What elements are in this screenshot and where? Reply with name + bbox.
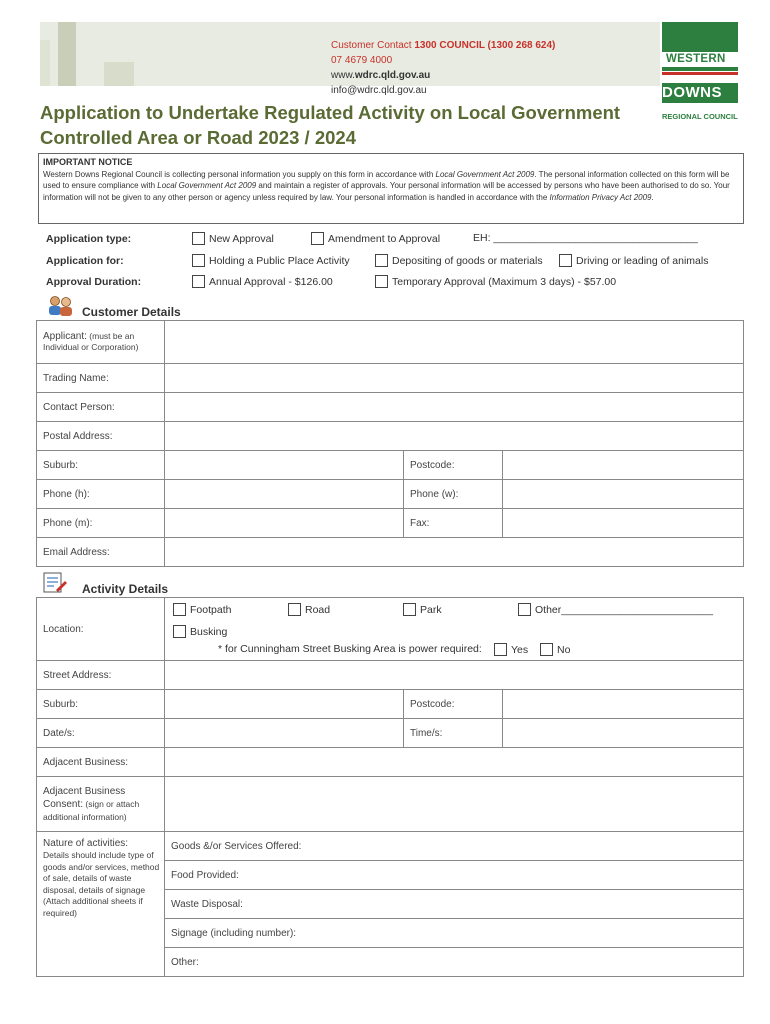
option-new-approval[interactable] bbox=[192, 232, 274, 245]
option-road[interactable] bbox=[288, 603, 330, 616]
applicant-input[interactable] bbox=[165, 321, 744, 364]
goods-services-input[interactable] bbox=[165, 832, 744, 861]
email-label: Email Address: bbox=[37, 538, 165, 567]
option-label: New Approval bbox=[209, 232, 274, 245]
field-label: Other: bbox=[171, 956, 199, 968]
checkbox[interactable] bbox=[192, 254, 205, 267]
adjacent-consent-label bbox=[37, 777, 165, 832]
checkbox[interactable] bbox=[173, 603, 186, 616]
times-input[interactable] bbox=[503, 719, 744, 748]
field-label: Waste Disposal: bbox=[171, 898, 243, 910]
table-row bbox=[37, 832, 744, 861]
waste-disposal-input[interactable] bbox=[165, 890, 744, 919]
option-footpath[interactable] bbox=[173, 603, 231, 616]
phone-h-input[interactable] bbox=[165, 480, 404, 509]
field-note: (must be an Individual or Corporation) bbox=[43, 331, 139, 352]
adjacent-business-input[interactable] bbox=[165, 748, 744, 777]
contact-person-input[interactable] bbox=[165, 393, 744, 422]
suburb-input[interactable] bbox=[165, 451, 404, 480]
option-label: No bbox=[557, 643, 571, 656]
activity-postcode-label: Postcode: bbox=[404, 690, 503, 719]
street-address-input[interactable] bbox=[165, 661, 744, 690]
option-label: Footpath bbox=[190, 603, 232, 616]
contact-phone: 07 4679 4000 bbox=[331, 55, 393, 66]
dates-label: Date/s: bbox=[37, 719, 165, 748]
table-row bbox=[37, 661, 744, 690]
notice-act: Local Government Act 2009 bbox=[435, 169, 535, 179]
checkbox[interactable] bbox=[375, 254, 388, 267]
notice-act: Local Government Act 2009 bbox=[157, 181, 257, 190]
phone-w-label: Phone (w): bbox=[404, 480, 503, 509]
option-temporary[interactable] bbox=[375, 275, 616, 288]
suburb-label: Suburb: bbox=[37, 451, 165, 480]
table-row bbox=[37, 364, 744, 393]
notice-part: . The personal information collected on this form will be used to ensure compliance with bbox=[43, 169, 730, 190]
adjacent-consent-input[interactable] bbox=[165, 777, 744, 832]
trading-name-label: Trading Name: bbox=[37, 364, 165, 393]
eh-field[interactable]: EH: ___________________________________ bbox=[473, 232, 698, 244]
checkbox[interactable] bbox=[375, 275, 388, 288]
phone-m-label: Phone (m): bbox=[37, 509, 165, 538]
table-row bbox=[37, 777, 744, 832]
table-row bbox=[37, 748, 744, 777]
option-label: Depositing of goods or materials bbox=[392, 254, 543, 267]
option-label: Park bbox=[420, 603, 442, 616]
website-prefix: www. bbox=[331, 70, 355, 81]
notice-part: Western Downs Regional Council is collecting personal information you supply on this form in accordance with bbox=[43, 169, 436, 179]
table-row bbox=[37, 480, 744, 509]
important-notice bbox=[38, 153, 744, 224]
other-input[interactable] bbox=[165, 948, 744, 977]
customer-details-table bbox=[36, 320, 744, 567]
header-decor-bar bbox=[104, 62, 134, 86]
postcode-label: Postcode: bbox=[404, 451, 503, 480]
field-label: Adjacent Business Consent: bbox=[43, 785, 126, 810]
header-decor-bar bbox=[40, 40, 50, 86]
logo-regional-council: REGIONAL COUNCIL bbox=[662, 112, 738, 121]
council-logo bbox=[662, 22, 742, 124]
times-label: Time/s: bbox=[404, 719, 503, 748]
option-busking[interactable] bbox=[173, 625, 227, 638]
option-annual[interactable] bbox=[192, 275, 333, 288]
option-label: Annual Approval - $126.00 bbox=[209, 275, 333, 288]
trading-name-input[interactable] bbox=[165, 364, 744, 393]
option-park[interactable] bbox=[403, 603, 442, 616]
adjacent-business-label: Adjacent Business: bbox=[37, 748, 165, 777]
option-label: Temporary Approval (Maximum 3 days) - $57.00 bbox=[392, 275, 617, 288]
title-line-1: Application to Undertake Regulated Activity on Local Government bbox=[40, 102, 621, 123]
option-label: Holding a Public Place Activity bbox=[209, 254, 350, 267]
option-no[interactable] bbox=[540, 643, 570, 656]
food-provided-input[interactable] bbox=[165, 861, 744, 890]
applicant-label bbox=[37, 321, 165, 364]
table-row bbox=[37, 719, 744, 748]
page-title bbox=[40, 100, 620, 150]
notice-act: Information Privacy Act 2009 bbox=[549, 192, 652, 202]
question-label: * for Cunningham Street Busking Area is power required: bbox=[218, 643, 482, 655]
table-row bbox=[37, 321, 744, 364]
notice-heading: IMPORTANT NOTICE bbox=[43, 157, 133, 167]
checkbox[interactable] bbox=[403, 603, 416, 616]
option-label: Amendment to Approval bbox=[328, 232, 441, 245]
activity-postcode-input[interactable] bbox=[503, 690, 744, 719]
field-note: (sign or attach additional information) bbox=[43, 798, 140, 822]
application-type-label: Application type: bbox=[46, 233, 132, 245]
option-label: Other bbox=[535, 603, 562, 616]
nature-note: Details should include type of goods and/or services, method of sale, details of waste disposal, details of signage (Attach additional sheets if required) bbox=[43, 850, 160, 918]
field-label: Food Provided: bbox=[171, 869, 239, 881]
checkbox[interactable] bbox=[288, 603, 301, 616]
header-decor-bar bbox=[58, 22, 76, 86]
postal-address-input[interactable] bbox=[165, 422, 744, 451]
option-public-place[interactable] bbox=[192, 254, 350, 267]
contact-email[interactable]: info@wdrc.qld.gov.au bbox=[331, 85, 427, 96]
table-row bbox=[37, 690, 744, 719]
people-icon bbox=[46, 295, 76, 317]
signage-input[interactable] bbox=[165, 919, 744, 948]
contact-label: Customer Contact bbox=[331, 40, 412, 51]
table-row bbox=[37, 538, 744, 567]
phone-w-input[interactable] bbox=[503, 480, 744, 509]
other-line[interactable]: __________________________ bbox=[561, 603, 714, 616]
option-label: Driving or leading of animals bbox=[576, 254, 709, 267]
application-for-label: Application for: bbox=[46, 255, 124, 267]
fax-label: Fax: bbox=[404, 509, 503, 538]
nature-label-cell bbox=[37, 832, 165, 977]
contact-block bbox=[331, 38, 555, 98]
logo-stripe bbox=[662, 67, 738, 71]
logo-red-stripe bbox=[662, 72, 738, 75]
option-animals[interactable] bbox=[559, 254, 708, 267]
checkbox[interactable] bbox=[192, 275, 205, 288]
activity-suburb-input[interactable] bbox=[165, 690, 404, 719]
checkbox[interactable] bbox=[559, 254, 572, 267]
checkbox[interactable] bbox=[518, 603, 531, 616]
email-input[interactable] bbox=[165, 538, 744, 567]
nature-label: Nature of activities: bbox=[43, 838, 129, 849]
activity-details-heading: Activity Details bbox=[82, 582, 169, 596]
logo-western: WESTERN bbox=[666, 53, 726, 65]
checkbox[interactable] bbox=[192, 232, 205, 245]
table-row bbox=[37, 422, 744, 451]
website[interactable]: wdrc.qld.gov.au bbox=[354, 70, 431, 81]
dates-input[interactable] bbox=[165, 719, 404, 748]
postal-address-label: Postal Address: bbox=[37, 422, 165, 451]
location-label: Location: bbox=[37, 598, 165, 661]
customer-details-heading: Customer Details bbox=[82, 305, 181, 319]
document-icon bbox=[42, 572, 68, 594]
option-yes[interactable] bbox=[494, 643, 528, 656]
table-row bbox=[37, 598, 744, 661]
location-options bbox=[165, 598, 744, 661]
notice-part: and maintain a register of approvals. Your personal information will be accessed by persons who have been authorised to do so. Your information will not be given to any other person or agency unless required by law. Your personal information is handled in accordance with the bbox=[43, 181, 730, 202]
approval-duration-label: Approval Duration: bbox=[46, 276, 142, 288]
notice-part: . bbox=[651, 192, 654, 202]
field-label: Applicant: bbox=[43, 331, 87, 342]
checkbox[interactable] bbox=[311, 232, 324, 245]
table-row bbox=[37, 451, 744, 480]
notice-text bbox=[43, 169, 739, 204]
activity-details-table bbox=[36, 597, 744, 977]
table-row bbox=[37, 509, 744, 538]
option-amendment[interactable] bbox=[311, 232, 440, 245]
option-depositing[interactable] bbox=[375, 254, 543, 267]
table-row bbox=[37, 393, 744, 422]
power-question bbox=[218, 643, 482, 655]
option-label: Road bbox=[305, 603, 331, 616]
activity-suburb-label: Suburb: bbox=[37, 690, 165, 719]
contact-person-label: Contact Person: bbox=[37, 393, 165, 422]
phone-m-input[interactable] bbox=[165, 509, 404, 538]
checkbox[interactable] bbox=[540, 643, 553, 656]
logo-downs: DOWNS bbox=[662, 83, 738, 103]
fax-input[interactable] bbox=[503, 509, 744, 538]
logo-green-block bbox=[662, 22, 738, 52]
checkbox[interactable] bbox=[173, 625, 186, 638]
option-label: Busking bbox=[190, 625, 228, 638]
phone-h-label: Phone (h): bbox=[37, 480, 165, 509]
title-line-2: Controlled Area or Road 2023 / 2024 bbox=[40, 127, 356, 148]
contact-number: 1300 COUNCIL (1300 268 624) bbox=[414, 40, 556, 51]
checkbox[interactable] bbox=[494, 643, 507, 656]
postcode-input[interactable] bbox=[503, 451, 744, 480]
field-label: Goods &/or Services Offered: bbox=[171, 840, 302, 852]
field-label: Signage (including number): bbox=[171, 927, 297, 939]
option-other[interactable] bbox=[518, 603, 713, 616]
option-label: Yes bbox=[511, 643, 529, 656]
street-address-label: Street Address: bbox=[37, 661, 165, 690]
